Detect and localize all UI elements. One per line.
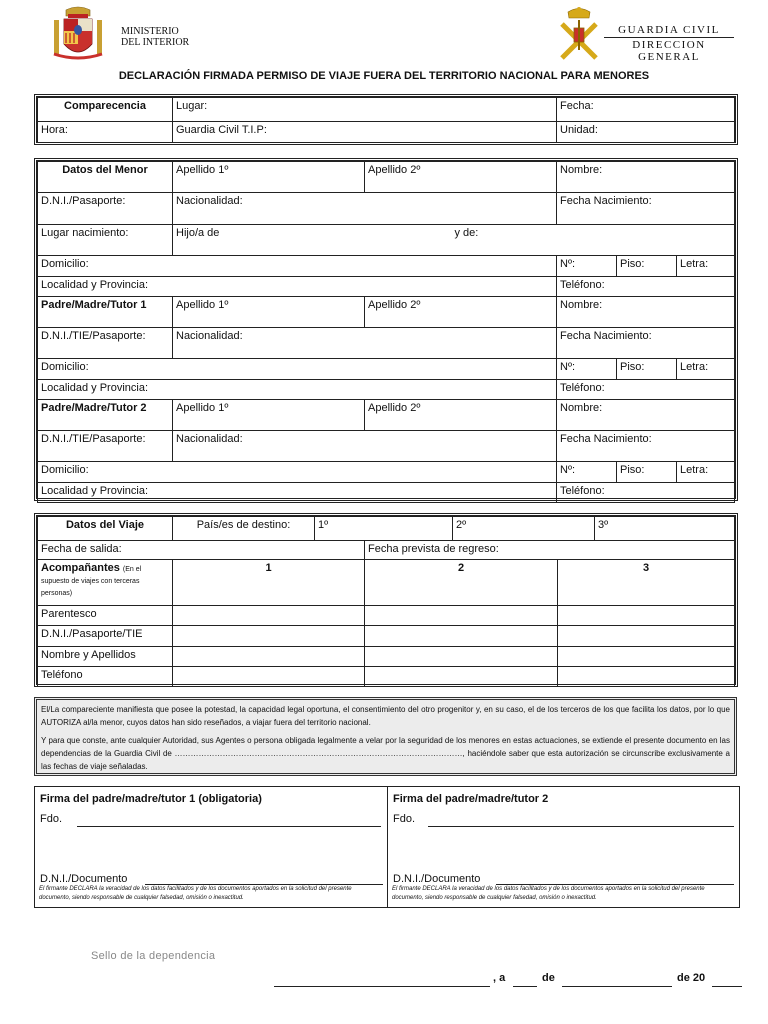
telefono-acompanante-1[interactable] — [173, 667, 365, 687]
menor-localidad[interactable]: Localidad y Provincia: — [38, 277, 557, 297]
guardia-civil-heading: GUARDIA CIVIL DIRECCION GENERAL — [604, 24, 734, 63]
fecha-field[interactable]: Fecha: — [557, 98, 735, 122]
tutor2-domicilio[interactable]: Domicilio: — [38, 462, 557, 483]
anio-line[interactable] — [712, 986, 742, 987]
tutor2-letra[interactable]: Letra: — [677, 462, 735, 483]
menor-apellido1[interactable]: Apellido 1º — [173, 162, 365, 193]
dni-acompanante-2[interactable] — [365, 626, 558, 647]
tutor2-nacionalidad[interactable]: Nacionalidad: — [173, 431, 557, 462]
fecha-salida-field[interactable]: Fecha de salida: — [38, 541, 365, 560]
tutor1-letra[interactable]: Letra: — [677, 359, 735, 380]
paises-destino-label: País/es de destino: — [173, 517, 315, 541]
tutor2-numero[interactable]: Nº: — [557, 462, 617, 483]
hora-field[interactable]: Hora: — [38, 122, 173, 143]
footer-de-label: de — [542, 972, 555, 984]
declaracion-box — [34, 697, 737, 776]
menor-nombre[interactable]: Nombre: — [557, 162, 735, 193]
tutor1-heading: Padre/Madre/Tutor 1 — [38, 297, 173, 328]
destino-2-field[interactable]: 2º — [453, 517, 595, 541]
firma-tutor1-dni-label: D.N.I./Documento — [40, 873, 128, 885]
firma-tutor2 — [388, 787, 741, 907]
menor-lugar-nacimiento[interactable]: Lugar nacimiento: — [38, 225, 173, 256]
menor-filiacion[interactable] — [173, 225, 735, 256]
parentesco-label: Parentesco — [38, 606, 173, 626]
declaracion-paragraph-1: El/La compareciente manifiesta que posee la potestad, la capacidad legal oportuna, el consentimiento del otro progenitor y, en su caso, el de los terceros de los que facilita los datos, por lo que AUTORIZA al/la menor, cuyos datos han sido reseñados, a viajar fuera del territorio nacional. — [41, 705, 730, 727]
firma-tutor2-disclaimer: El firmante DECLARA la veracidad de los datos facilitados y de los documentos aportados en la solicitud del presente documento, siendo responsable de cualquier falsedad, omisión o inexactitud. — [392, 886, 705, 901]
acompanante-1-column: 1 — [173, 560, 365, 606]
unidad-field[interactable]: Unidad: — [557, 122, 735, 143]
acompanante-2-column: 2 — [365, 560, 558, 606]
menor-fecha-nacimiento[interactable]: Fecha Nacimiento: — [557, 193, 735, 225]
tutor2-localidad[interactable]: Localidad y Provincia: — [38, 483, 557, 503]
tutor1-numero[interactable]: Nº: — [557, 359, 617, 380]
firma-tutor2-title: Firma del padre/madre/tutor 2 — [393, 793, 549, 805]
guardia-civil-emblem — [556, 6, 602, 64]
firma-tutor1-title: Firma del padre/madre/tutor 1 (obligatoria) — [40, 793, 262, 805]
tutor1-dni[interactable]: D.N.I./TIE/Pasaporte: — [38, 328, 173, 359]
ministry-name: MINISTERIO DEL INTERIOR — [121, 26, 190, 48]
viaje-section — [34, 513, 738, 687]
sello-label: Sello de la dependencia — [91, 950, 216, 962]
tutor1-domicilio[interactable]: Domicilio: — [38, 359, 557, 380]
telefono-acompanante-2[interactable] — [365, 667, 558, 687]
spain-coat-of-arms-logo — [52, 6, 104, 66]
firma-tutor2-fdo-line[interactable] — [428, 826, 734, 827]
dni-acompanante-3[interactable] — [558, 626, 735, 647]
menor-numero[interactable]: Nº: — [557, 256, 617, 277]
tutor2-apellido1[interactable]: Apellido 1º — [173, 400, 365, 431]
menor-dni[interactable]: D.N.I./Pasaporte: — [38, 193, 173, 225]
menor-letra[interactable]: Letra: — [677, 256, 735, 277]
menor-telefono[interactable]: Teléfono: — [557, 277, 735, 297]
footer-a-label: , a — [493, 972, 506, 984]
parentesco-2[interactable] — [365, 606, 558, 626]
firmas-section — [34, 786, 740, 908]
firma-tutor1-fdo-label: Fdo. — [40, 813, 63, 825]
lugar-firma-line[interactable] — [274, 986, 490, 987]
tutor2-heading: Padre/Madre/Tutor 2 — [38, 400, 173, 431]
menor-piso[interactable]: Piso: — [617, 256, 677, 277]
firma-tutor2-fdo-label: Fdo. — [393, 813, 416, 825]
tutor2-dni[interactable]: D.N.I./TIE/Pasaporte: — [38, 431, 173, 462]
nombre-acompanante-label: Nombre y Apellidos — [38, 647, 173, 667]
dia-line[interactable] — [513, 986, 537, 987]
tutor2-apellido2[interactable]: Apellido 2º — [365, 400, 557, 431]
nombre-acompanante-3[interactable] — [558, 647, 735, 667]
page-title: DECLARACIÓN FIRMADA PERMISO DE VIAJE FUERA DEL TERRITORIO NACIONAL PARA MENORES — [118, 70, 650, 82]
footer-de20-label: de 20 — [677, 972, 706, 984]
comparecencia-heading: Comparecencia — [38, 98, 173, 122]
hijo-de-label: Hijo/a de — [176, 227, 220, 239]
tutor1-apellido1[interactable]: Apellido 1º — [173, 297, 365, 328]
parentesco-3[interactable] — [558, 606, 735, 626]
nombre-acompanante-1[interactable] — [173, 647, 365, 667]
acompanante-3-column: 3 — [558, 560, 735, 606]
tutor1-apellido2[interactable]: Apellido 2º — [365, 297, 557, 328]
lugar-field[interactable]: Lugar: — [173, 98, 557, 122]
destino-3-field[interactable]: 3º — [595, 517, 735, 541]
parentesco-1[interactable] — [173, 606, 365, 626]
telefono-acompanante-label: Teléfono — [38, 667, 173, 687]
menor-domicilio[interactable]: Domicilio: — [38, 256, 557, 277]
guardia-tip-field[interactable]: Guardia Civil T.I.P: — [173, 122, 557, 143]
destino-1-field[interactable]: 1º — [315, 517, 453, 541]
nombre-acompanante-2[interactable] — [365, 647, 558, 667]
menor-apellido2[interactable]: Apellido 2º — [365, 162, 557, 193]
firma-tutor1-disclaimer: El firmante DECLARA la veracidad de los datos facilitados y de los documentos aportados en la solicitud del presente documento, siendo responsable de cualquier falsedad, omisión o inexactitud. — [39, 886, 352, 901]
tutor1-telefono[interactable]: Teléfono: — [557, 380, 735, 400]
tutor1-nacionalidad[interactable]: Nacionalidad: — [173, 328, 557, 359]
menor-heading: Datos del Menor — [38, 162, 173, 193]
tutor2-nombre[interactable]: Nombre: — [557, 400, 735, 431]
tutor1-piso[interactable]: Piso: — [617, 359, 677, 380]
y-de-label: y de: — [454, 227, 479, 239]
tutor1-fecha-nacimiento[interactable]: Fecha Nacimiento: — [557, 328, 735, 359]
menor-tutores-section — [34, 158, 738, 501]
firma-tutor1 — [35, 787, 388, 907]
fecha-regreso-field[interactable]: Fecha prevista de regreso: — [365, 541, 735, 560]
declaracion-paragraph-2: Y para que conste, ante cualquier Autoridad, sus Agentes o persona obligada legalmente a velar por la seguridad de los menores en estas actuaciones, se extiende el presente documento en las dependencias de la Guardia Civil de ………………………………………………………………………………………………, haciéndole saber que esta autorización se circunscribe exclusivamente a las fechas de viaje señaladas. — [41, 736, 730, 771]
acompanantes-label: Acompañantes — [41, 562, 120, 574]
tutor1-localidad[interactable]: Localidad y Provincia: — [38, 380, 557, 400]
dni-acompanante-label: D.N.I./Pasaporte/TIE — [38, 626, 173, 647]
tutor1-nombre[interactable]: Nombre: — [557, 297, 735, 328]
acompanantes-heading — [38, 560, 173, 606]
mes-line[interactable] — [562, 986, 672, 987]
firma-tutor2-dni-label: D.N.I./Documento — [393, 873, 481, 885]
firma-tutor1-fdo-line[interactable] — [77, 826, 381, 827]
dni-acompanante-1[interactable] — [173, 626, 365, 647]
acompanantes-note: (En el supuesto de viajes con terceras personas) — [41, 566, 142, 597]
menor-nacionalidad[interactable]: Nacionalidad: — [173, 193, 557, 225]
telefono-acompanante-3[interactable] — [558, 667, 735, 687]
tutor2-fecha-nacimiento[interactable]: Fecha Nacimiento: — [557, 431, 735, 462]
tutor2-piso[interactable]: Piso: — [617, 462, 677, 483]
comparecencia-section — [34, 94, 738, 145]
viaje-heading: Datos del Viaje — [38, 517, 173, 541]
tutor2-telefono[interactable]: Teléfono: — [557, 483, 735, 503]
